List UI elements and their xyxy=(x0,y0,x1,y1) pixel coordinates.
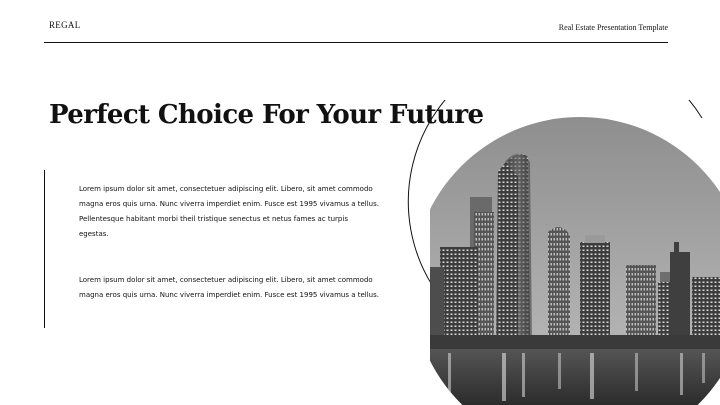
vertical-divider xyxy=(44,170,45,328)
city-skyline-photo-icon xyxy=(430,117,720,405)
header-divider xyxy=(44,42,668,43)
page-title: Perfect Choice For Your Future xyxy=(49,100,484,130)
brand-name: REGAL xyxy=(49,20,81,30)
body-paragraph-1: Lorem ipsum dolor sit amet, consectetuer adipiscing elit. Libero, sit amet commodo magna eros quis urna. Nunc viverra imperdiet enim. Fusce est 1995 vivamus a tellus. Pellentesque habitant morbi theil tristique senectus et netus fames ac turpis egestas. xyxy=(79,185,379,238)
body-paragraph-2: Lorem ipsum dolor sit amet, consectetuer adipiscing elit. Libero, sit amet commodo magna eros quis urna. Nunc viverra imperdiet enim. Fusce est 1995 vivamus a tellus. xyxy=(79,276,379,299)
slide-subtitle: Real Estate Presentation Template xyxy=(558,23,668,32)
